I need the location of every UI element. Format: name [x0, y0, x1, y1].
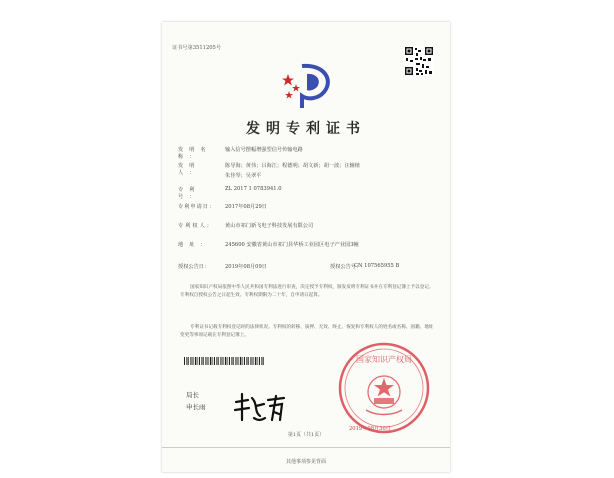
page-number: 第1页（共1页）: [287, 432, 325, 438]
barcode: [184, 357, 264, 365]
seal-date: 2019年08月30日: [349, 426, 391, 432]
certificate-title: 发明专利证书: [246, 121, 366, 137]
certificate-number: 证书号第3511205号: [172, 45, 222, 51]
footer-note: 其他事项参见背面: [285, 459, 326, 465]
director-signature: [232, 390, 288, 426]
official-seal: [336, 340, 432, 436]
notice-paragraph-1: 国家知识产权局依照中华人民共和国专利法进行审查，决定授予专利权，颁发发明专利证书并在专利登记簿上予以登记。专利权自授权公告之日起生效。专利权期限为二十年，自申请日起算。: [180, 285, 434, 298]
director-name: 申长雨: [186, 403, 206, 411]
certificate-page: 证书号第3511205号 发明专利证书 发明名称： 输入信号摆幅增强型信号传输电路 发明人： 陈导海；黄伟；吕海江；程德明；胡文新；胡一波；汪辅植 朱佳琴；吴翠平 专利号： ZL 2017 1 0783941.0 专利申请日： 2017年08月29日 专利权人： 黄山市祁门新飞电子科技发展有限公司 地址： 245600 安徽省黄山市祁门县华桥工业园区电子产业园3幢 授权公告日： 2019年08月09日 授权公告号： CN 107565955 B 国家知识产权局依照中华人民共和国专利法进行审查，决定授予专利权，颁发发明专利证书并在专利登记簿上予以登记。专利权自授权公告之日起生效。专利权期限为二十年，自申请日起算。 专利证书记载专利权登记时的法律状况。专利权的转移、质押、无效、终止、恢复和专利权人的姓名或名称、国籍、地址变更等事项记载在专利登记簿上。 局长 申长雨 国家知识产权局 2019年08月30日 第1页（共1页） 其他事项参见背面: [162, 22, 450, 472]
footer-divider: [162, 447, 450, 448]
svg-text:国家知识产权局: 国家知识产权局: [356, 355, 412, 364]
notice-paragraph-2: 专利证书记载专利权登记时的法律状况。专利权的转移、质押、无效、终止、恢复和专利权人的姓名或名称、国籍、地址变更等事项记载在专利登记簿上。: [180, 325, 434, 338]
patent-office-logo: [280, 60, 338, 112]
qr-code-icon: [404, 46, 434, 76]
director-title: 局长: [186, 391, 199, 399]
